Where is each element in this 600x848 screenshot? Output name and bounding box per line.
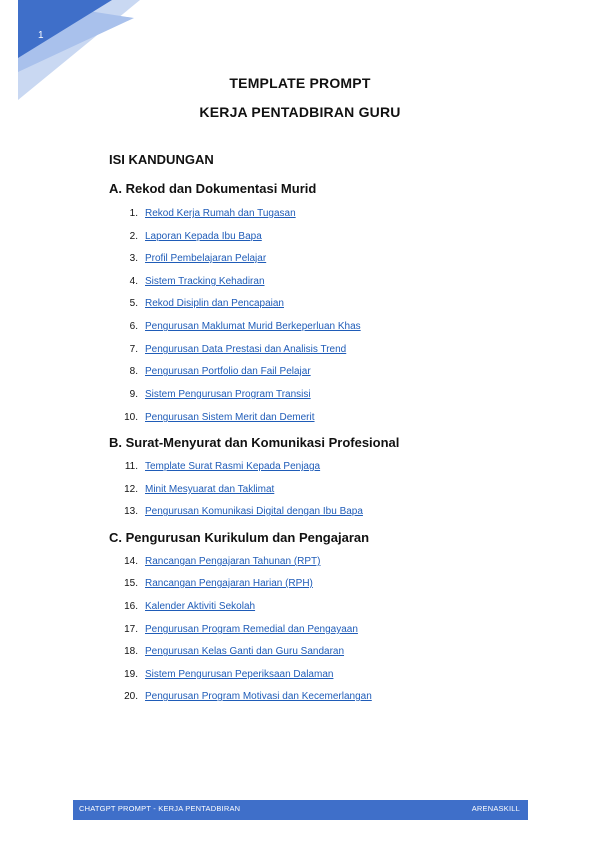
section-heading-b: B. Surat-Menyurat dan Komunikasi Profesional [109,435,400,450]
document-title: TEMPLATE PROMPT [229,75,371,91]
footer-right-text: ARENASKILL [471,804,520,813]
page-number: 1 [38,30,44,41]
toc-link[interactable]: Pengurusan Program Motivasi dan Kecemerlangan [145,691,372,702]
toc-heading: ISI KANDUNGAN [109,152,214,167]
toc-item-number: 10. [124,412,138,423]
toc-link[interactable]: Sistem Pengurusan Peperiksaan Dalaman [145,669,334,680]
toc-item-number: 15. [124,578,138,589]
toc-item-number: 20. [124,691,138,702]
toc-link[interactable]: Pengurusan Maklumat Murid Berkeperluan Khas [145,321,361,332]
toc-item-number: 7. [129,344,138,355]
toc-item-number: 6. [129,321,138,332]
toc-link[interactable]: Minit Mesyuarat dan Taklimat [145,484,275,495]
toc-link[interactable]: Rekod Disiplin dan Pencapaian [145,298,284,309]
toc-link[interactable]: Template Surat Rasmi Kepada Penjaga [145,461,321,472]
toc-link[interactable]: Sistem Tracking Kehadiran [145,276,265,287]
toc-link[interactable]: Pengurusan Kelas Ganti dan Guru Sandaran [145,646,345,657]
toc-link[interactable]: Pengurusan Program Remedial dan Pengayaan [145,624,358,635]
toc-item-number: 13. [124,506,138,517]
section-heading-c: C. Pengurusan Kurikulum dan Pengajaran [109,530,370,545]
footer-bar [73,800,528,820]
toc-link[interactable]: Pengurusan Sistem Merit dan Demerit [145,412,315,423]
toc-link[interactable]: Rancangan Pengajaran Tahunan (RPT) [145,556,321,567]
toc-item-number: 18. [124,646,138,657]
toc-link[interactable]: Rancangan Pengajaran Harian (RPH) [145,578,313,589]
toc-link[interactable]: Profil Pembelajaran Pelajar [145,253,267,264]
toc-link[interactable]: Kalender Aktiviti Sekolah [145,601,256,612]
toc-item-number: 11. [124,461,138,472]
toc-item-number: 19. [124,669,138,680]
toc-item-number: 1. [129,208,138,219]
toc-item-number: 14. [124,556,138,567]
toc-link[interactable]: Pengurusan Data Prestasi dan Analisis Trend [145,344,347,355]
section-heading-a: A. Rekod dan Dokumentasi Murid [109,181,317,196]
footer-left-text: CHATGPT PROMPT - KERJA PENTADBIRAN [79,804,241,813]
toc-link[interactable]: Laporan Kepada Ibu Bapa [145,231,262,242]
toc-item-number: 16. [124,601,138,612]
toc-item-number: 12. [124,484,138,495]
toc-link[interactable]: Pengurusan Komunikasi Digital dengan Ibu Bapa [145,506,363,517]
document-subtitle: KERJA PENTADBIRAN GURU [199,104,401,120]
toc-item-number: 9. [129,389,138,400]
toc-item-number: 3. [129,253,138,264]
toc-item-number: 17. [124,624,138,635]
toc-item-number: 8. [129,366,138,377]
toc-item-number: 2. [129,231,138,242]
toc-link[interactable]: Sistem Pengurusan Program Transisi [145,389,311,400]
toc-item-number: 4. [129,276,138,287]
toc-link[interactable]: Pengurusan Portfolio dan Fail Pelajar [145,366,311,377]
toc-link[interactable]: Rekod Kerja Rumah dan Tugasan [145,208,296,219]
toc-item-number: 5. [129,298,138,309]
